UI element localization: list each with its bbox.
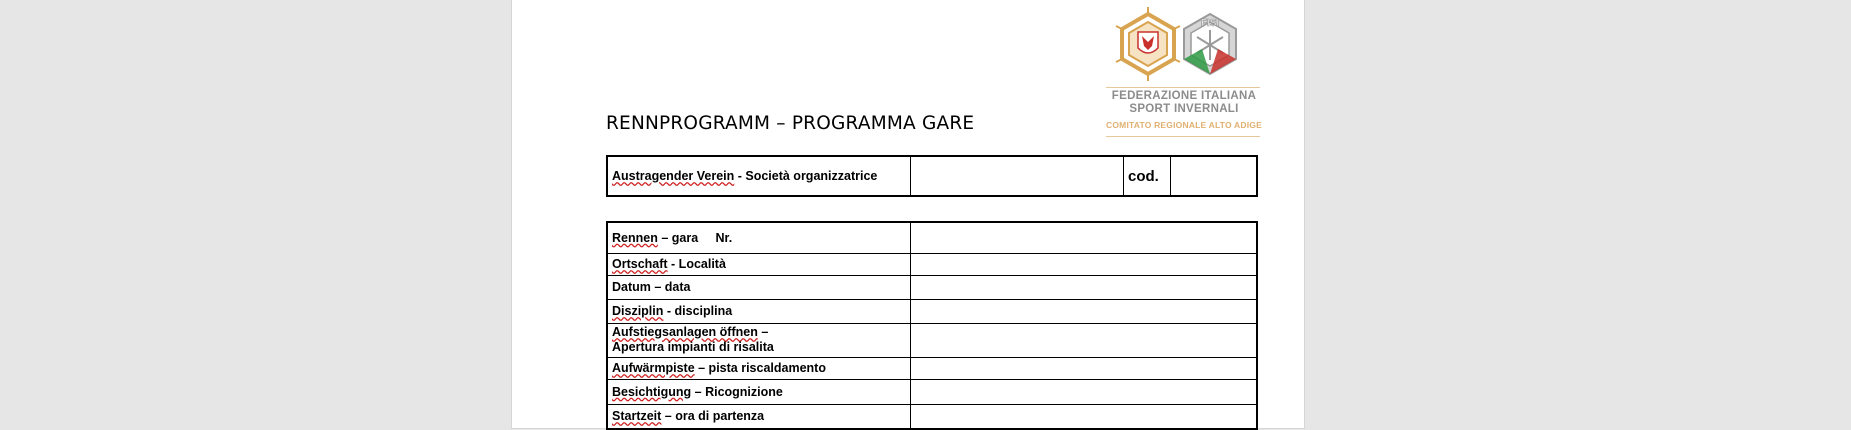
table-row <box>607 299 1257 323</box>
row-label: Datum – data <box>607 275 911 299</box>
row-label: Ortschaft - Località <box>607 253 911 275</box>
row-value-field[interactable] <box>911 404 1258 429</box>
federation-name-line2: SPORT INVERNALI <box>1129 103 1239 115</box>
document-page <box>512 0 1304 428</box>
row-value-field[interactable] <box>911 323 1258 357</box>
row-label: Aufwärmpiste – pista riscaldamento <box>607 357 911 379</box>
cod-value-field[interactable] <box>1171 156 1258 196</box>
cod-label: cod. <box>1124 156 1171 196</box>
table-row <box>607 253 1257 275</box>
row-label: Disziplin - disciplina <box>607 299 911 323</box>
row-value-field[interactable] <box>911 379 1258 404</box>
race-program-table <box>606 221 1258 430</box>
table-row <box>607 357 1257 379</box>
table-row <box>607 222 1257 253</box>
row-label: Startzeit – ora di partenza <box>607 404 911 429</box>
row-value-field[interactable] <box>911 275 1258 299</box>
table-row <box>607 404 1257 429</box>
table-row <box>607 379 1257 404</box>
table-row <box>607 156 1257 196</box>
club-label-de: Austragender Verein <box>612 169 735 183</box>
fisi-logo <box>1104 6 1264 138</box>
club-label-it: - Società organizzatrice <box>734 169 878 183</box>
federation-name-line1: FEDERAZIONE ITALIANA <box>1111 90 1257 102</box>
row-label: Besichtigung – Ricognizione <box>607 379 911 404</box>
row-value-field[interactable] <box>911 253 1258 275</box>
fisi-badge-text: FISI <box>1200 18 1220 29</box>
row-value-field[interactable] <box>911 299 1258 323</box>
row-label: Rennen – gara Nr. <box>607 222 911 253</box>
document-title: RENNPROGRAMM – PROGRAMMA GARE <box>606 113 975 134</box>
logo-rule <box>1106 87 1260 88</box>
logo-rule <box>1106 136 1260 137</box>
row-value-field[interactable] <box>911 222 1258 253</box>
club-table <box>606 155 1258 197</box>
table-row <box>607 275 1257 299</box>
regional-committee: COMITATO REGIONALE ALTO ADIGE <box>1106 120 1262 130</box>
table-row <box>607 323 1257 357</box>
row-label: Aufstiegsanlagen öffnen – Apertura impianti di risalita <box>607 323 911 357</box>
row-value-field[interactable] <box>911 357 1258 379</box>
club-value-field[interactable] <box>911 156 1124 196</box>
fisi-emblem-icon <box>1104 6 1264 88</box>
club-label-cell <box>607 156 911 196</box>
